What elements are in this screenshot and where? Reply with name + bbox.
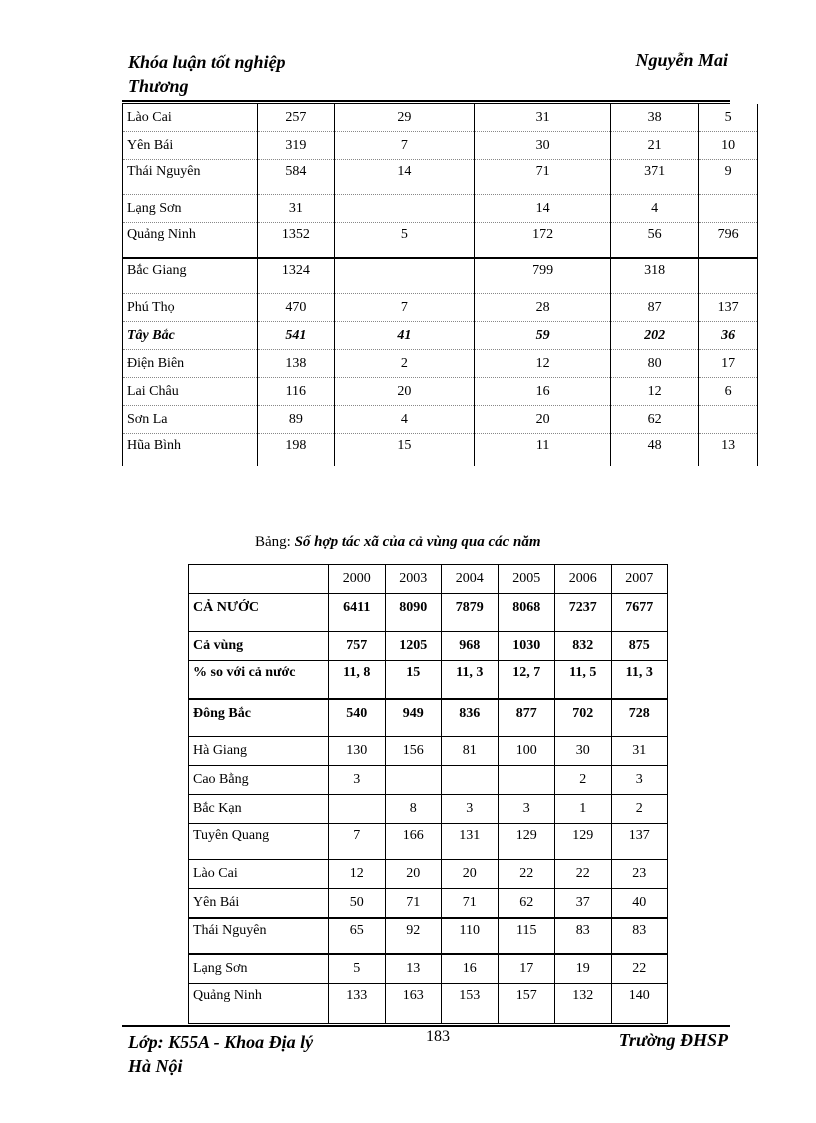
header-cell-year: 2006: [555, 565, 612, 594]
row-label: Hũa Bình: [123, 434, 258, 466]
cell: 11, 5: [555, 661, 612, 699]
cell: 62: [610, 406, 698, 434]
cell: 137: [699, 294, 758, 322]
row-label: Cao Bằng: [189, 766, 329, 795]
cell: 470: [258, 294, 335, 322]
cell: 202: [610, 322, 698, 350]
cell: 12: [329, 860, 386, 889]
cell: 23: [611, 860, 668, 889]
cell: 166: [385, 824, 442, 860]
cell: 133: [329, 984, 386, 1024]
cell: 8: [385, 795, 442, 824]
row-label: Bắc Giang: [123, 258, 258, 294]
header-cell-year: 2000: [329, 565, 386, 594]
table-row: [189, 699, 668, 737]
cell: 877: [498, 699, 555, 737]
row-label: Đông Bắc: [189, 699, 329, 737]
cell: [699, 406, 758, 434]
cell: 138: [258, 350, 335, 378]
table-row: [123, 160, 758, 195]
cell: 7677: [611, 594, 668, 632]
cell: 8068: [498, 594, 555, 632]
header-cell-year: 2007: [611, 565, 668, 594]
cell: 541: [258, 322, 335, 350]
row-label: Phú Thọ: [123, 294, 258, 322]
row-label: Quảng Ninh: [123, 223, 258, 258]
row-label: Cả vùng: [189, 632, 329, 661]
page-number: 183: [426, 1028, 450, 1045]
cell: 16: [475, 378, 611, 406]
footer-school: Trường ĐHSP: [618, 1030, 728, 1050]
cell: 7237: [555, 594, 612, 632]
cell: 11, 3: [611, 661, 668, 699]
table-row: [123, 294, 758, 322]
table-header-row: [189, 565, 668, 594]
cell: 116: [258, 378, 335, 406]
cell: 836: [442, 699, 499, 737]
cell: 319: [258, 132, 335, 160]
row-label: Lào Cai: [123, 104, 258, 132]
cell: 5: [329, 954, 386, 984]
table-row: [189, 737, 668, 766]
cell: [329, 795, 386, 824]
cell: 6411: [329, 594, 386, 632]
row-label: Thái Nguyên: [189, 918, 329, 954]
table-caption: [255, 534, 541, 551]
cell: 28: [475, 294, 611, 322]
header-course-cont: Thương: [128, 76, 189, 96]
cell: 21: [610, 132, 698, 160]
cell: 2: [611, 795, 668, 824]
cell: 5: [334, 223, 475, 258]
table-row: [123, 132, 758, 160]
header-cell-year: 2005: [498, 565, 555, 594]
cell: 968: [442, 632, 499, 661]
row-label: Quảng Ninh: [189, 984, 329, 1024]
cell: 157: [498, 984, 555, 1024]
cell: 56: [610, 223, 698, 258]
cell: [442, 766, 499, 795]
header-left: [128, 50, 286, 98]
cell: 19: [555, 954, 612, 984]
cell: 540: [329, 699, 386, 737]
cell: 31: [611, 737, 668, 766]
header-course: Khóa luận tốt nghiệp: [128, 52, 286, 72]
cell: 318: [610, 258, 698, 294]
footer-class: Lớp: K55A - Khoa Địa lý: [128, 1032, 314, 1052]
cell: 137: [611, 824, 668, 860]
cell: 3: [442, 795, 499, 824]
cell: 584: [258, 160, 335, 195]
row-label: Yên Bái: [189, 889, 329, 919]
cell: 6: [699, 378, 758, 406]
cell: 20: [475, 406, 611, 434]
caption-title: Số hợp tác xã của cả vùng qua các năm: [294, 534, 541, 550]
footer-rule: [122, 1025, 730, 1027]
cell: 1352: [258, 223, 335, 258]
table-row: [123, 195, 758, 223]
table-regional-continued: [122, 104, 758, 466]
cell: 30: [475, 132, 611, 160]
row-label: Lào Cai: [189, 860, 329, 889]
row-label: Lạng Sơn: [189, 954, 329, 984]
cell: 31: [475, 104, 611, 132]
cell: 7: [334, 294, 475, 322]
cell: 3: [611, 766, 668, 795]
table-row: [123, 378, 758, 406]
cell: 832: [555, 632, 612, 661]
table-row: [189, 954, 668, 984]
table-row-subtotal: [123, 322, 758, 350]
cell: 38: [610, 104, 698, 132]
cell: 5: [699, 104, 758, 132]
cell: 40: [611, 889, 668, 919]
row-label: Hà Giang: [189, 737, 329, 766]
header-cell-year: 2003: [385, 565, 442, 594]
table-row: [189, 984, 668, 1024]
cell: 7: [334, 132, 475, 160]
cell: 83: [555, 918, 612, 954]
table-row: [123, 104, 758, 132]
cell: 71: [442, 889, 499, 919]
cell: [699, 258, 758, 294]
table-row: [189, 766, 668, 795]
cell: 15: [385, 661, 442, 699]
cell: 156: [385, 737, 442, 766]
row-label: Lạng Sơn: [123, 195, 258, 223]
row-label: Tây Bắc: [123, 322, 258, 350]
cell: [498, 766, 555, 795]
cell: [334, 195, 475, 223]
row-label: Yên Bái: [123, 132, 258, 160]
row-label: % so với cả nước: [189, 661, 329, 699]
row-label: CẢ NƯỚC: [189, 594, 329, 632]
cell: 12: [475, 350, 611, 378]
row-label: Tuyên Quang: [189, 824, 329, 860]
cell: 20: [442, 860, 499, 889]
cell: 92: [385, 918, 442, 954]
row-label: Điện Biên: [123, 350, 258, 378]
footer-city: Hà Nội: [128, 1056, 183, 1076]
cell: 30: [555, 737, 612, 766]
cell: 757: [329, 632, 386, 661]
cell: 100: [498, 737, 555, 766]
header-rule: [122, 100, 730, 102]
cell: 11, 3: [442, 661, 499, 699]
cell: 153: [442, 984, 499, 1024]
cell: 15: [334, 434, 475, 466]
header-cell: [189, 565, 329, 594]
cell: 83: [611, 918, 668, 954]
cell: [385, 766, 442, 795]
cell: 59: [475, 322, 611, 350]
cell: 13: [699, 434, 758, 466]
cell: 22: [555, 860, 612, 889]
cell: 62: [498, 889, 555, 919]
table-row: [189, 918, 668, 954]
cell: 65: [329, 918, 386, 954]
cell: 13: [385, 954, 442, 984]
cell: 12, 7: [498, 661, 555, 699]
cell: 16: [442, 954, 499, 984]
cell: 10: [699, 132, 758, 160]
cell: 129: [498, 824, 555, 860]
cell: 198: [258, 434, 335, 466]
cell: 3: [498, 795, 555, 824]
cell: 20: [334, 378, 475, 406]
table-row: [189, 632, 668, 661]
cell: 799: [475, 258, 611, 294]
cell: 7: [329, 824, 386, 860]
cell: [334, 258, 475, 294]
cell: 875: [611, 632, 668, 661]
cell: 2: [555, 766, 612, 795]
row-label: Thái Nguyên: [123, 160, 258, 195]
cell: 1030: [498, 632, 555, 661]
cell: 796: [699, 223, 758, 258]
table-row: [189, 889, 668, 919]
cell: 71: [475, 160, 611, 195]
cell: 3: [329, 766, 386, 795]
cell: 31: [258, 195, 335, 223]
cell: 129: [555, 824, 612, 860]
cell: 12: [610, 378, 698, 406]
table-row: [189, 824, 668, 860]
cell: 41: [334, 322, 475, 350]
cell: 728: [611, 699, 668, 737]
footer-left: [128, 1030, 313, 1078]
cell: 50: [329, 889, 386, 919]
header-cell-year: 2004: [442, 565, 499, 594]
cell: 115: [498, 918, 555, 954]
caption-prefix: Bảng:: [255, 534, 295, 550]
table-row: [123, 223, 758, 258]
table-row: [189, 594, 668, 632]
cell: 14: [334, 160, 475, 195]
row-label: Lai Châu: [123, 378, 258, 406]
cell: 89: [258, 406, 335, 434]
cell: 132: [555, 984, 612, 1024]
cell: 17: [498, 954, 555, 984]
cell: 87: [610, 294, 698, 322]
cell: [699, 195, 758, 223]
cell: 7879: [442, 594, 499, 632]
cell: 163: [385, 984, 442, 1024]
cell: 80: [610, 350, 698, 378]
cell: 29: [334, 104, 475, 132]
cell: 1324: [258, 258, 335, 294]
row-label: Bắc Kạn: [189, 795, 329, 824]
table-row: [123, 258, 758, 294]
cell: 131: [442, 824, 499, 860]
cell: 130: [329, 737, 386, 766]
cell: 8090: [385, 594, 442, 632]
cell: 71: [385, 889, 442, 919]
table-row: [123, 434, 758, 466]
cell: 702: [555, 699, 612, 737]
cell: 37: [555, 889, 612, 919]
cell: 257: [258, 104, 335, 132]
cell: 36: [699, 322, 758, 350]
table-row: [123, 406, 758, 434]
table-row: [189, 860, 668, 889]
cell: 2: [334, 350, 475, 378]
cell: 48: [610, 434, 698, 466]
cell: 4: [334, 406, 475, 434]
cell: 81: [442, 737, 499, 766]
cell: 22: [498, 860, 555, 889]
cell: 17: [699, 350, 758, 378]
cell: 172: [475, 223, 611, 258]
cell: 371: [610, 160, 698, 195]
cell: 1205: [385, 632, 442, 661]
cell: 110: [442, 918, 499, 954]
table-row: [189, 661, 668, 699]
table-row: [123, 350, 758, 378]
cell: 140: [611, 984, 668, 1024]
cell: 9: [699, 160, 758, 195]
cell: 14: [475, 195, 611, 223]
row-label: Sơn La: [123, 406, 258, 434]
cell: 1: [555, 795, 612, 824]
cell: 4: [610, 195, 698, 223]
cell: 22: [611, 954, 668, 984]
cell: 11, 8: [329, 661, 386, 699]
cell: 20: [385, 860, 442, 889]
cell: 11: [475, 434, 611, 466]
table-row: [189, 795, 668, 824]
table-cooperatives-by-year: [188, 564, 668, 1024]
cell: 949: [385, 699, 442, 737]
header-author: Nguyễn Mai: [635, 50, 728, 70]
